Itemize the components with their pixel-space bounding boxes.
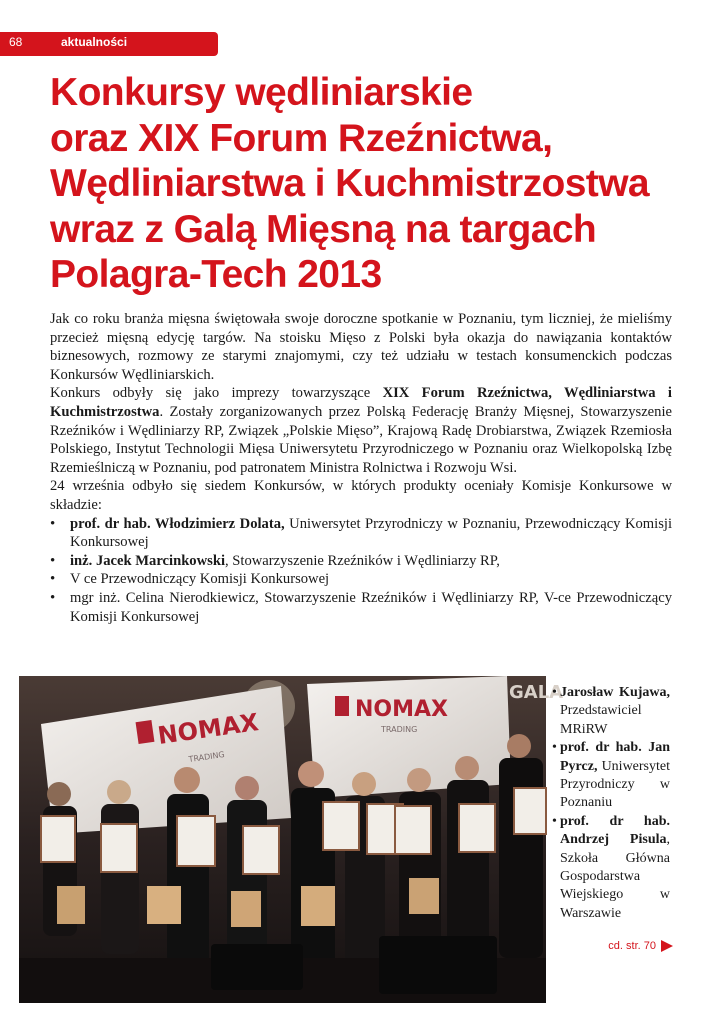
committee-item [50, 515, 672, 552]
arrow-right-icon [661, 940, 673, 952]
forum-name: XIX Forum Rzeźnictwa, Wędliniarstwa i Kuchmistrzostwa [50, 385, 672, 420]
title-line: Polagra-Tech 2013 [50, 253, 382, 296]
gala-photo-illustration [19, 676, 564, 1003]
committee-item [50, 570, 672, 589]
article-body [50, 310, 672, 626]
side-member-item [552, 739, 670, 813]
organizers-text: . Zostały zorganizowanych przez Polską Federację Branży Mięsnej, Stowarzyszenie Rzeźników i Wędliniarzy RP, Związek „Polskie Mięso”, Krajową Radę Drobiarstwa, Związek Rzemiosła Polskiego, Instytut Technologii Mięsa Uniwersytetu Przyrodniczego w Poznaniu oraz Wielkopolską Izbę Rzemieślniczą w Poznaniu, pod patronatem Ministra Rolnictwa i Rozwoju Wsi. [50, 403, 672, 476]
screen-brand-right: NOMAX [355, 697, 448, 722]
member-name: Jarosław Kujawa, [560, 685, 670, 700]
committee-item [50, 589, 672, 626]
organizers-lead: Konkurs odbyły się jako imprezy towarzyszące [50, 385, 383, 402]
side-member-item [552, 684, 670, 739]
member-detail: mgr inż. Celina Nierodkiewicz, Stowarzyszenie Rzeźników i Wędliniarzy RP, V-ce Przewodniczący Komisji Konkursowej [70, 589, 672, 625]
gala-corner-text: GALA [509, 682, 564, 703]
article-title [50, 70, 690, 298]
screen-brand-left: NOMAX [155, 708, 261, 750]
page-number: 68 [9, 35, 23, 49]
member-detail: , Szkoła Główna Gospodarstwa Wiejskiego w Warszawie [560, 832, 670, 921]
member-detail: Uniwersytet Przyrodniczy w Poznaniu, Przewodniczący Komisji Konkursowej [70, 515, 673, 551]
member-detail: , Stowarzyszenie Rzeźników i Wędliniarzy RP, [225, 552, 500, 569]
title-line: Konkursy wędliniarskie [50, 71, 473, 114]
member-detail: Przedstawiciel MRiRW [560, 703, 642, 737]
member-detail: Uniwersytet Przyrodniczy w Poznaniu [560, 758, 670, 811]
organizers-paragraph [50, 384, 672, 477]
member-name: prof. dr hab. Jan Pyrcz, [560, 740, 670, 774]
title-line: oraz XIX Forum Rzeźnictwa, [50, 116, 553, 160]
member-detail: V ce Przewodniczący Komisji Konkursowej [70, 571, 330, 588]
title-line: Wędliniarstwa i Kuchmistrzostwa [50, 162, 650, 205]
continued-link[interactable] [608, 940, 673, 952]
gala-photo [19, 676, 564, 1003]
section-label: aktualności [61, 35, 128, 49]
member-name: inż. Jacek Marcinkowski [70, 552, 225, 569]
committee-list [50, 515, 672, 627]
title-line: wraz z Galą Mięsną na targach [50, 207, 597, 251]
committee-continued [552, 684, 670, 923]
committee-item [50, 552, 672, 571]
screen-sub-right: TRADING [381, 725, 418, 734]
member-name: prof. dr hab. Włodzimierz Dolata, [70, 515, 285, 532]
continued-label: cd. str. 70 [608, 940, 656, 952]
intro-paragraph: Jak co roku branża mięsna świętowała swoje doroczne spotkanie w Poznaniu, tym liczniej, że mieliśmy przecież mięsną edycję targów. Na stoisku Mięso z Polski była okazja do nawiązania kontaktów biznesowych, rozmowy ze starymi znajomymi, czy też udziału w testach konsumenckich podczas Konkursów Wędliniarskich. [50, 311, 672, 383]
competition-paragraph: 24 września odbyło się siedem Konkursów, w których produkty oceniały Komisje Konkursowe w składzie: [50, 478, 672, 513]
member-name: prof. dr hab. Andrzej Pisula [560, 813, 670, 848]
side-member-item [552, 813, 670, 923]
screen-sub-left: TRADING [188, 750, 226, 764]
